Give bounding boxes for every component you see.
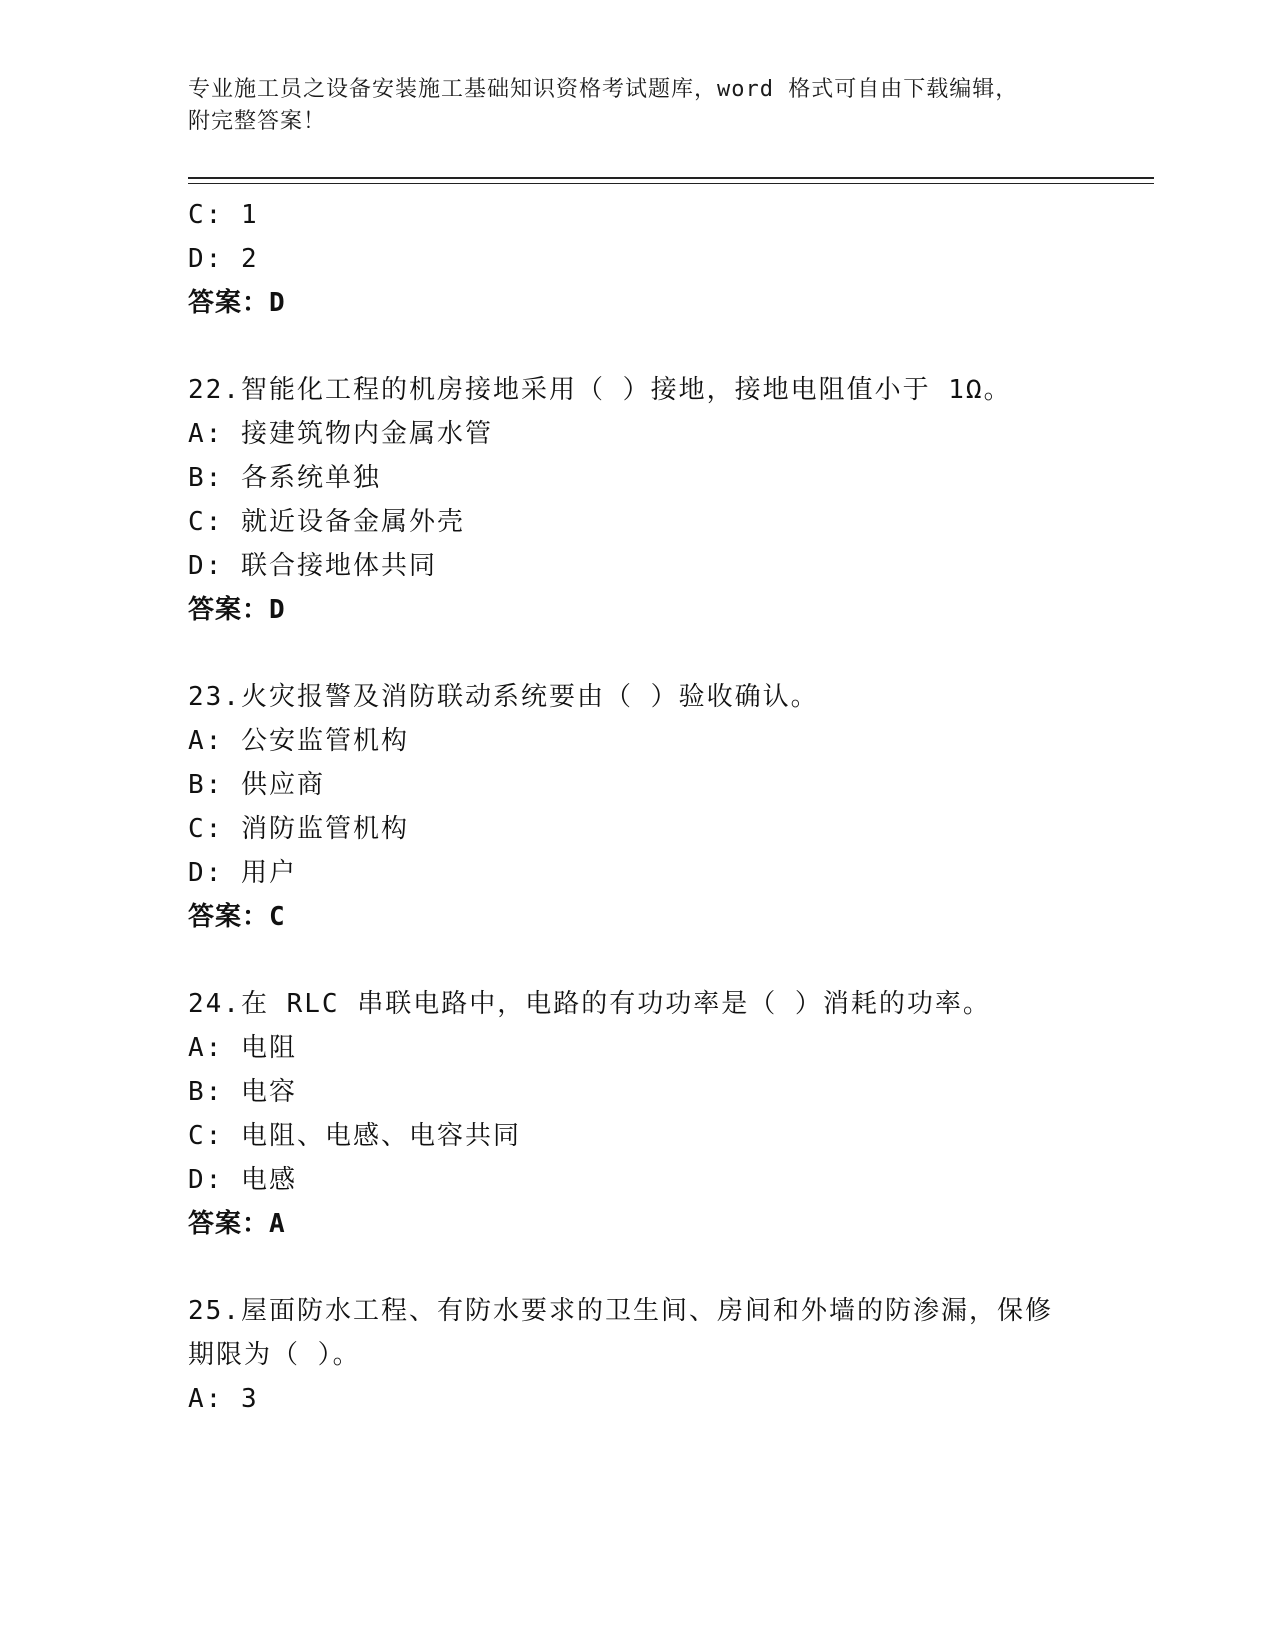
question-22-answer: 答案：D (188, 595, 286, 625)
question-23-option-d: D: 用户 (188, 858, 297, 888)
question-25-option-a: A: 3 (188, 1384, 259, 1414)
header-divider-thin (188, 183, 1154, 184)
prev-option-c: C: 1 (188, 200, 259, 230)
question-25-stem-continued: 期限为（ ）。 (188, 1340, 361, 1370)
question-23-stem: 23.火灾报警及消防联动系统要由（ ）验收确认。 (188, 682, 819, 712)
question-23-option-a: A: 公安监管机构 (188, 726, 409, 756)
question-24-option-b: B: 电容 (188, 1077, 297, 1107)
header-line-1: 专业施工员之设备安装施工基础知识资格考试题库，word 格式可自由下载编辑， (188, 77, 1019, 102)
question-25-stem: 25.屋面防水工程、有防水要求的卫生间、房间和外墙的防渗漏，保修 (188, 1296, 1053, 1326)
header-divider-thick (188, 177, 1154, 179)
question-24-option-d: D: 电感 (188, 1165, 297, 1195)
question-22-option-d: D: 联合接地体共同 (188, 551, 437, 581)
question-22-option-b: B: 各系统单独 (188, 463, 381, 493)
question-22-option-a: A: 接建筑物内金属水管 (188, 419, 493, 449)
question-24-option-c: C: 电阻、电感、电容共同 (188, 1121, 521, 1151)
prev-answer: 答案：D (188, 288, 286, 318)
question-22-option-c: C: 就近设备金属外壳 (188, 507, 465, 537)
question-23-option-c: C: 消防监管机构 (188, 814, 409, 844)
question-23-answer: 答案：C (188, 902, 286, 932)
header-line-2: 附完整答案！ (188, 109, 327, 134)
question-22-stem: 22.智能化工程的机房接地采用（ ）接地，接地电阻值小于 1Ω。 (188, 375, 1012, 405)
prev-option-d: D: 2 (188, 244, 259, 274)
question-24-stem: 24.在 RLC 串联电路中，电路的有功功率是（ ）消耗的功率。 (188, 989, 991, 1019)
question-24-answer: 答案：A (188, 1209, 286, 1239)
document-header (188, 74, 1088, 138)
question-24-option-a: A: 电阻 (188, 1033, 297, 1063)
question-23-option-b: B: 供应商 (188, 770, 325, 800)
